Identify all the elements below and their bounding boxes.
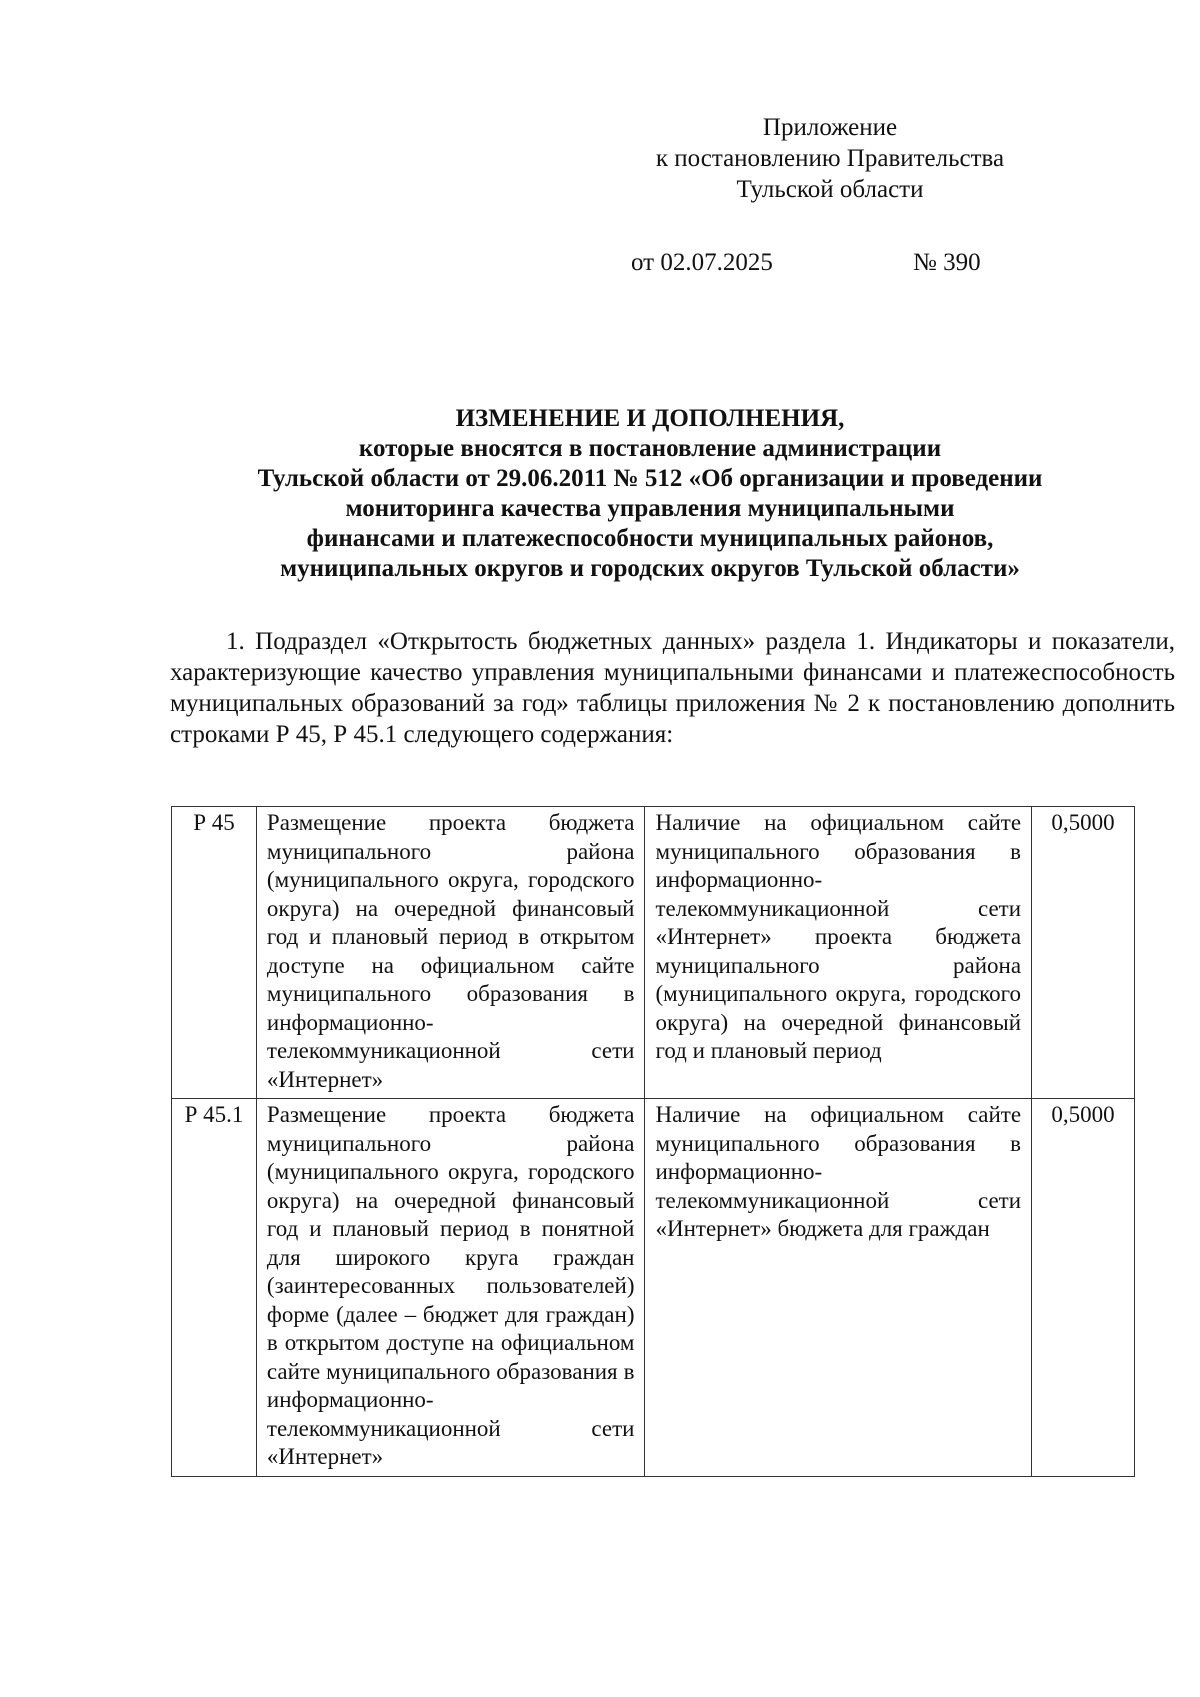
- row-code: Р 45: [172, 807, 257, 1099]
- appendix-header-line: Приложение: [762, 114, 898, 141]
- appendix-header-line: к постановлению Правительства: [655, 145, 1005, 172]
- row-value: 0,5000: [1032, 1099, 1135, 1477]
- amendment-table: [171, 806, 1135, 1477]
- appendix-header-line: Тульской области: [736, 176, 924, 203]
- row-code: Р 45.1: [172, 1099, 257, 1477]
- title-line: финансами и платежеспособности муниципальных районов,: [306, 525, 994, 552]
- title-line: муниципальных округов и городских округов Тульской области»: [280, 555, 1020, 582]
- row-indicator-name: Размещение проекта бюджета муниципального района (муниципального округа, городского округа) на очередной финансовый год и плановый период в понятной для широкого круга граждан (заинтересованных пользователей) форме (далее – бюджет для граждан) в открытом доступе на официальном сайте муниципального образования в информационно-телекоммуникационной сети «Интернет»: [256, 1099, 645, 1477]
- body-paragraph: 1. Подраздел «Открытость бюджетных данных» раздела 1. Индикаторы и показатели, характеризующие качество управления муниципальными финансами и платежеспособность муниципальных образований за год» таблицы приложения № 2 к постановлению дополнить строками Р 45, Р 45.1 следующего содержания:: [170, 628, 1175, 748]
- row-criterion: Наличие на официальном сайте муниципального образования в информационно-телекоммуникационной сети «Интернет» бюджета для граждан: [645, 1099, 1032, 1477]
- row-criterion: Наличие на официальном сайте муниципального образования в информационно-телекоммуникационной сети «Интернет» проекта бюджета муниципального района (муниципального округа, городского округа) на очередной финансовый год и плановый период: [645, 807, 1032, 1099]
- row-value: 0,5000: [1032, 807, 1135, 1099]
- title-line: ИЗМЕНЕНИЕ И ДОПОЛНЕНИЯ,: [455, 405, 845, 432]
- row-indicator-name: Размещение проекта бюджета муниципального района (муниципального округа, городского округа) на очередной финансовый год и плановый период в открытом доступе на официальном сайте муниципального образования в информационно-телекоммуникационной сети «Интернет»: [256, 807, 645, 1099]
- table-row: [172, 807, 1135, 1099]
- appendix-header: [620, 112, 1040, 205]
- document-title: [120, 404, 1180, 584]
- table-row: [172, 1099, 1135, 1477]
- document-date: от 02.07.2025: [631, 249, 773, 276]
- document-number: № 390: [913, 249, 981, 276]
- title-line: мониторинга качества управления муниципальными: [345, 495, 955, 522]
- title-line: которые вносятся в постановление администрации: [358, 435, 942, 462]
- title-line: Тульской области от 29.06.2011 № 512 «Об организации и проведении: [257, 465, 1043, 492]
